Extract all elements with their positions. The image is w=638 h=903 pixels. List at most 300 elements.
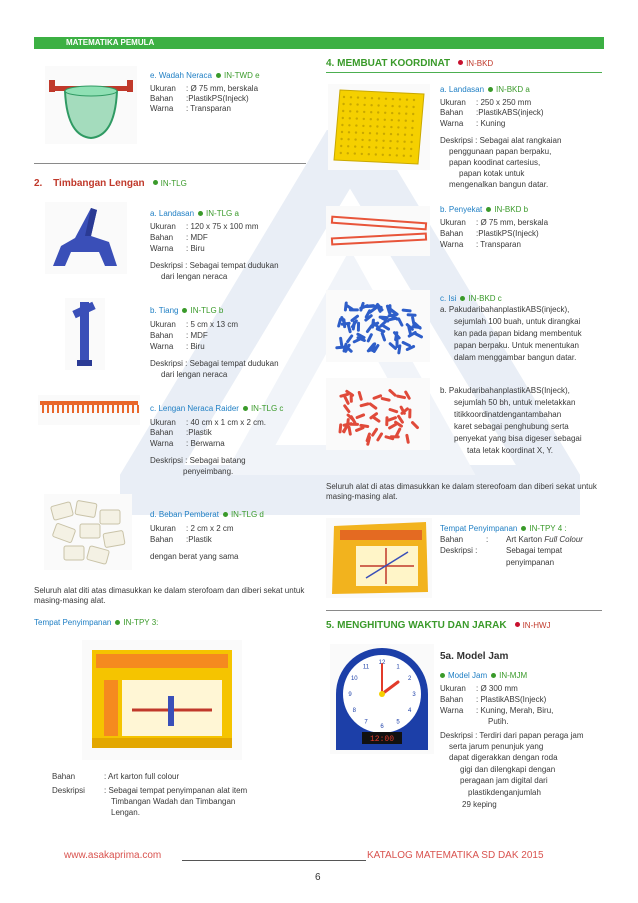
peg-hole: [376, 125, 378, 127]
model-jam-row: Bahan : PlastikABS(Injeck): [440, 695, 547, 704]
clock-number: 9: [348, 692, 352, 698]
peg: [391, 310, 397, 314]
page-number: 6: [315, 872, 321, 883]
model-jam-heading: 5a. Model Jam: [440, 651, 509, 662]
model-jam-desc: plastikdenganjumlah: [468, 788, 541, 797]
lengan-row: Ukuran : 40 cm x 1 cm x 2 cm.: [150, 418, 267, 427]
peg: [357, 415, 364, 418]
bullet-icon: [216, 73, 221, 78]
left-storage-title: Tempat Penyimpanan IN-TPY 3:: [34, 618, 159, 627]
peg-hole: [383, 126, 385, 128]
peg: [399, 319, 402, 325]
section-5-heading: 5. MENGHITUNG WAKTU DAN JARAK IN-HWJ: [326, 620, 551, 631]
divider: [326, 72, 602, 73]
peg-hole: [410, 155, 412, 157]
comb-tooth: [127, 405, 129, 413]
peg-hole: [349, 103, 351, 105]
peg-hole: [391, 105, 393, 107]
model-jam-desc: dapat digerakkan dengan roda: [449, 753, 558, 762]
peg: [389, 315, 396, 316]
comb-tooth: [92, 405, 94, 413]
peg-hole: [384, 112, 386, 114]
peg-hole: [405, 113, 407, 115]
peg-hole: [354, 145, 356, 147]
footer-rule: [182, 860, 366, 861]
peg-hole: [413, 99, 415, 101]
peg: [357, 428, 363, 431]
peg: [339, 319, 341, 326]
peg-hole: [370, 118, 372, 120]
isi-a-line: dalam menggambar bangun datar.: [454, 353, 577, 362]
peg: [399, 346, 400, 353]
isi-b-line: tata letak koordinat X, Y.: [467, 446, 553, 455]
peg: [345, 397, 348, 403]
peg-hole: [398, 105, 400, 107]
peg: [407, 435, 408, 442]
clock-number: 6: [380, 724, 384, 730]
comb-tooth: [62, 405, 64, 413]
wadah-code: e. Wadah Neraca: [150, 71, 212, 80]
bullet-icon: [182, 308, 187, 313]
bullet-icon: [115, 620, 120, 625]
beban-photo: [44, 494, 132, 570]
peg-hole: [349, 117, 351, 119]
peg-hole: [390, 133, 392, 135]
model-jam-desc: Putih.: [488, 717, 509, 726]
tiang-desc: Deskripsi : Sebagai tempat dudukan: [150, 359, 279, 368]
isi-a-line: papan berpaku. Untuk menentukan: [454, 341, 579, 350]
model-jam-desc: peragaan jam digital dari: [460, 776, 548, 785]
peg-hole: [361, 153, 363, 155]
peg-hole: [398, 119, 400, 121]
model-jam-title: Model Jam IN-MJM: [440, 671, 527, 681]
peg: [340, 425, 341, 432]
clock-number: 5: [396, 719, 400, 726]
peg: [368, 437, 370, 444]
penyekat-row: Warna : Transparan: [440, 240, 521, 249]
peg-hole: [368, 153, 370, 155]
peg: [399, 416, 403, 422]
peg: [359, 392, 361, 399]
peg-hole: [389, 154, 391, 156]
peg-hole: [354, 152, 356, 154]
comb-tooth: [67, 405, 69, 413]
isi-b-line: penyekat yang bisa digeser sebagai: [454, 434, 582, 443]
wadah-row-warna: Warna : Transparan: [150, 104, 231, 113]
model-jam-row: Warna : Kuning, Merah, Biru,: [440, 706, 554, 715]
peg-hole: [340, 138, 342, 140]
landasan-photo: [45, 202, 127, 274]
peg: [390, 344, 395, 349]
bullet-icon: [223, 512, 228, 517]
right-storage-row: Bahan : Art Karton Full Colour: [440, 535, 583, 544]
beban-row: Ukuran : 2 cm x 2 cm: [150, 524, 234, 533]
peg-hole: [396, 147, 398, 149]
peg-hole: [368, 146, 370, 148]
clock-number: 7: [364, 719, 368, 726]
tiang-row: Warna : Biru: [150, 342, 205, 351]
peg: [409, 327, 411, 334]
right-storage-photo: [326, 518, 432, 598]
peg: [390, 390, 395, 395]
peg: [382, 399, 389, 401]
peg-hole: [392, 98, 394, 100]
tiang-photo: [65, 298, 105, 370]
lengan-row: Warna : Berwarna: [150, 439, 225, 448]
left-note: Seluruh alat diti atas dimasukkan ke dalam sterofoam dan diberi sekat untuk masing-masing alat.: [34, 586, 305, 605]
peg-hole: [383, 133, 385, 135]
peg-hole: [391, 112, 393, 114]
comb-tooth: [42, 405, 44, 413]
peg-hole: [363, 118, 365, 120]
left-storage-row: Bahan : Art karton full colour: [52, 772, 180, 781]
peg-hole: [349, 110, 351, 112]
comb-tooth: [117, 405, 119, 413]
bullet-icon: [521, 526, 526, 531]
peg-hole: [350, 96, 352, 98]
landasan-desc: Deskripsi : Sebagai tempat dudukan: [150, 261, 279, 270]
peg-hole: [389, 147, 391, 149]
isi-blue-pegs-photo: [326, 290, 430, 362]
peg-hole: [376, 132, 378, 134]
peg: [370, 404, 376, 408]
peg-hole: [370, 104, 372, 106]
clock-number: 12: [378, 660, 386, 666]
peg-hole: [377, 118, 379, 120]
lengan-desc: Deskripsi : Sebagai batang: [150, 456, 246, 465]
peg: [415, 334, 421, 337]
landasan-row: Warna : Biru: [150, 244, 205, 253]
peg-hole: [363, 111, 365, 113]
clock-number: 11: [362, 664, 370, 671]
bullet-icon: [486, 207, 491, 212]
bullet-icon: [243, 406, 248, 411]
model-jam-row: Ukuran : Ø 300 mm: [440, 684, 518, 693]
right-storage-title: Tempat Penyimpanan IN-TPY 4 :: [440, 524, 567, 533]
lengan-photo: [38, 395, 140, 425]
peg-hole: [406, 99, 408, 101]
wadah-row-ukuran: Ukuran : Ø 75 mm, berskala: [150, 84, 259, 93]
peg-hole: [375, 146, 377, 148]
peg: [341, 338, 342, 345]
comb-tooth: [72, 405, 74, 413]
bullet-icon: [440, 673, 445, 678]
right-storage-row: Deskripsi : Sebagai tempat: [440, 546, 563, 555]
peg: [406, 392, 409, 398]
peg: [390, 424, 396, 427]
peg-hole: [342, 103, 344, 105]
peg-hole: [391, 119, 393, 121]
bullet-icon: [491, 673, 496, 678]
peg-hole: [397, 133, 399, 135]
bullet-icon: [488, 87, 493, 92]
peg-hole: [396, 154, 398, 156]
peg: [387, 306, 389, 313]
left-storage-row: Deskripsi : Sebagai tempat penyimpanan alat item: [52, 786, 248, 795]
footer-url[interactable]: www.asakaprima.com: [64, 850, 162, 861]
peg: [390, 410, 397, 412]
isi-a-line: kan pada papan bidang membentuk: [454, 329, 582, 338]
peg: [361, 404, 368, 406]
clock-number: 4: [408, 708, 412, 714]
left-storage-photo: [82, 640, 242, 760]
peg-hole: [355, 131, 357, 133]
peg: [337, 347, 344, 348]
peg-hole: [362, 132, 364, 134]
peg: [348, 325, 350, 332]
model-jam-desc: 29 keping: [462, 800, 497, 809]
comb-tooth: [77, 405, 79, 413]
peg-hole: [405, 120, 407, 122]
peg-hole: [347, 152, 349, 154]
peg-hole: [384, 105, 386, 107]
peg: [413, 423, 418, 428]
comb-tooth: [132, 405, 134, 413]
comb-tooth: [122, 405, 124, 413]
peg: [361, 303, 363, 310]
comb-tooth: [47, 405, 49, 413]
peg: [383, 325, 389, 329]
peg: [403, 310, 410, 311]
bullet-icon: [458, 60, 463, 65]
model-jam-desc: Deskripsi : Terdiri dari papan peraga jam: [440, 731, 584, 740]
clock-number: 1: [396, 664, 400, 671]
landasan-title: a. Landasan IN-TLG a: [150, 209, 239, 218]
peg: [344, 320, 345, 327]
peg: [349, 427, 350, 434]
peg-hole: [356, 117, 358, 119]
peg-hole: [385, 98, 387, 100]
comb-tooth: [112, 405, 114, 413]
peg: [345, 406, 349, 412]
comb-tooth: [82, 405, 84, 413]
bullet-icon: [515, 622, 520, 627]
koordinat-landasan-title: a. Landasan IN-BKD a: [440, 85, 530, 94]
comb-tooth: [57, 405, 59, 413]
peg: [408, 315, 415, 316]
koordinat-landasan-row: Warna : Kuning: [440, 119, 506, 128]
peg-hole: [356, 110, 358, 112]
peg-hole: [341, 124, 343, 126]
peg-hole: [412, 113, 414, 115]
isi-title: c. Isi IN-BKD c: [440, 294, 502, 303]
peg: [346, 305, 352, 309]
peg-hole: [347, 138, 349, 140]
peg: [398, 396, 405, 397]
isi-a-line: sejumlah 100 buah, untuk dirangkai: [454, 317, 581, 326]
koordinat-landasan-row: Bahan :PlastikABS(injeck): [440, 108, 544, 117]
peg: [370, 308, 376, 312]
beban-title: d. Beban Pemberat IN-TLG d: [150, 510, 264, 519]
koordinat-landasan-desc: penggunaan papan berpaku,: [449, 147, 552, 156]
peg-hole: [375, 153, 377, 155]
peg-hole: [369, 125, 371, 127]
peg-hole: [382, 154, 384, 156]
isi-b-line: b. PakudaribahanplastikABS(Injeck),: [440, 386, 570, 395]
peg-hole: [397, 126, 399, 128]
section-2-heading: 2. Timbangan Lengan IN-TLG: [34, 178, 187, 189]
landasan-desc: dari lengan neraca: [161, 272, 228, 281]
tiang-row: Bahan : MDF: [150, 331, 208, 340]
peg-hole: [364, 97, 366, 99]
peg: [397, 429, 400, 435]
peg: [413, 327, 420, 328]
peg: [354, 339, 360, 342]
peg-hole: [404, 127, 406, 129]
right-storage-row: penyimpanan: [506, 558, 555, 567]
left-storage-row: Lengan.: [111, 808, 140, 817]
peg-hole: [390, 126, 392, 128]
peg: [347, 420, 348, 427]
peg-hole: [355, 124, 357, 126]
right-note: Seluruh alat di atas dimasukkan ke dalam stereofoam dan diberi sekat untuk masing-masing alat.: [326, 482, 597, 501]
peg-hole: [377, 111, 379, 113]
peg-hole: [399, 98, 401, 100]
comb-tooth: [52, 405, 54, 413]
model-jam-desc: serta jarum penunjuk yang: [449, 742, 544, 751]
peg-hole: [369, 132, 371, 134]
peg: [413, 318, 414, 325]
peg: [374, 396, 381, 398]
beban-desc: dengan berat yang sama: [150, 552, 239, 561]
lengan-desc: penyeimbang.: [183, 467, 234, 476]
peg-hole: [342, 117, 344, 119]
comb-tooth: [97, 405, 99, 413]
clock-digital-display: 12:00: [369, 735, 395, 744]
peg-hole: [377, 104, 379, 106]
divider: [326, 610, 602, 611]
peg-hole: [356, 103, 358, 105]
footer-catalog: KATALOG MATEMATIKA SD DAK 2015: [367, 850, 544, 861]
comb-tooth: [87, 405, 89, 413]
landasan-row: Ukuran : 120 x 75 x 100 mm: [150, 222, 259, 231]
model-jam-desc: gigi dan dilengkapi dengan: [460, 765, 556, 774]
peg-hole: [384, 119, 386, 121]
peg-hole: [378, 97, 380, 99]
clock-number: 10: [350, 676, 358, 682]
koordinat-board-photo: [328, 84, 430, 170]
peg-hole: [340, 152, 342, 154]
header-title: MATEMATIKA PEMULA: [66, 38, 155, 47]
peg-hole: [347, 145, 349, 147]
bullet-icon: [198, 211, 203, 216]
penyekat-title: b. Penyekat IN-BKD b: [440, 205, 529, 214]
koordinat-landasan-desc: papan kotak untuk: [459, 169, 525, 178]
comb-tooth: [102, 405, 104, 413]
isi-red-pegs-photo: [326, 378, 430, 450]
peg: [366, 306, 373, 307]
comb-tooth: [107, 405, 109, 413]
penyekat-photo: [326, 206, 430, 256]
koordinat-landasan-desc: Deskripsi : Sebagai alat rangkaian: [440, 136, 562, 145]
peg-hole: [382, 140, 384, 142]
peg: [389, 418, 396, 420]
penyekat-row: Bahan :PlastikPS(Injeck): [440, 229, 539, 238]
wadah-id: IN-TWD e: [223, 71, 260, 80]
section-4-heading: 4. MEMBUAT KOORDINAT IN-BKD: [326, 58, 494, 69]
model-jam-photo: [330, 644, 434, 754]
peg: [361, 425, 368, 426]
tiang-row: Ukuran : 5 cm x 13 cm: [150, 320, 239, 329]
peg-hole: [341, 131, 343, 133]
peg: [373, 417, 379, 421]
peg-hole: [405, 106, 407, 108]
koordinat-landasan-desc: papan koodinat cartesius,: [449, 158, 541, 167]
peg-hole: [362, 125, 364, 127]
divider: [34, 163, 306, 164]
peg-hole: [411, 134, 413, 136]
beban-row: Bahan :Plastik: [150, 535, 212, 544]
peg: [403, 342, 409, 345]
wadah-neraca-photo: [45, 66, 137, 144]
peg-hole: [389, 140, 391, 142]
peg: [348, 336, 352, 342]
clock-number: 2: [408, 676, 412, 682]
peg-hole: [343, 96, 345, 98]
comb-tooth: [137, 405, 139, 413]
peg-hole: [410, 141, 412, 143]
peg-hole: [403, 141, 405, 143]
peg: [378, 434, 382, 440]
peg-hole: [368, 139, 370, 141]
peg-hole: [404, 134, 406, 136]
peg-hole: [354, 138, 356, 140]
left-storage-row: Timbangan Wadah dan Timbangan: [111, 797, 236, 806]
peg-hole: [361, 139, 363, 141]
peg-hole: [403, 148, 405, 150]
lengan-title: c. Lengan Neraca Raider IN-TLG c: [150, 404, 284, 413]
peg-hole: [348, 124, 350, 126]
peg-hole: [396, 140, 398, 142]
isi-a-line: a. PakudaribahanplastikABS(injeck),: [440, 305, 570, 314]
peg-hole: [412, 106, 414, 108]
peg: [367, 326, 371, 332]
peg-hole: [411, 127, 413, 129]
peg: [368, 335, 371, 341]
clock-number: 3: [412, 692, 416, 698]
peg-hole: [340, 145, 342, 147]
peg-hole: [382, 147, 384, 149]
peg-hole: [348, 131, 350, 133]
peg-hole: [410, 148, 412, 150]
peg: [407, 346, 413, 349]
peg-hole: [371, 97, 373, 99]
isi-b-line: karet sebagai penghubung serta: [454, 422, 569, 431]
peg-hole: [361, 146, 363, 148]
peg-hole: [363, 104, 365, 106]
penyekat-row: Ukuran : Ø 75 mm, berskala: [440, 218, 549, 227]
koordinat-landasan-desc: mengenalkan bangun datar.: [449, 180, 549, 189]
peg: [373, 429, 377, 435]
koordinat-landasan-row: Ukuran : 250 x 250 mm: [440, 98, 532, 107]
isi-b-line: titikkoordinatdengantambahan: [454, 410, 562, 419]
peg: [351, 417, 355, 423]
peg: [389, 318, 396, 320]
isi-b-line: sejumlah 50 bh, untuk meletakkan: [454, 398, 576, 407]
peg-hole: [412, 120, 414, 122]
landasan-row: Bahan : MDF: [150, 233, 208, 242]
wadah-title: [150, 71, 260, 81]
peg-hole: [342, 110, 344, 112]
peg-hole: [370, 111, 372, 113]
bullet-icon: [460, 296, 465, 301]
peg-hole: [357, 96, 359, 98]
peg-hole: [398, 112, 400, 114]
bullet-icon: [153, 180, 158, 185]
tiang-title: b. Tiang IN-TLG b: [150, 306, 224, 315]
tiang-desc: dari lengan neraca: [161, 370, 228, 379]
lengan-row: Bahan :Plastik: [150, 428, 212, 437]
